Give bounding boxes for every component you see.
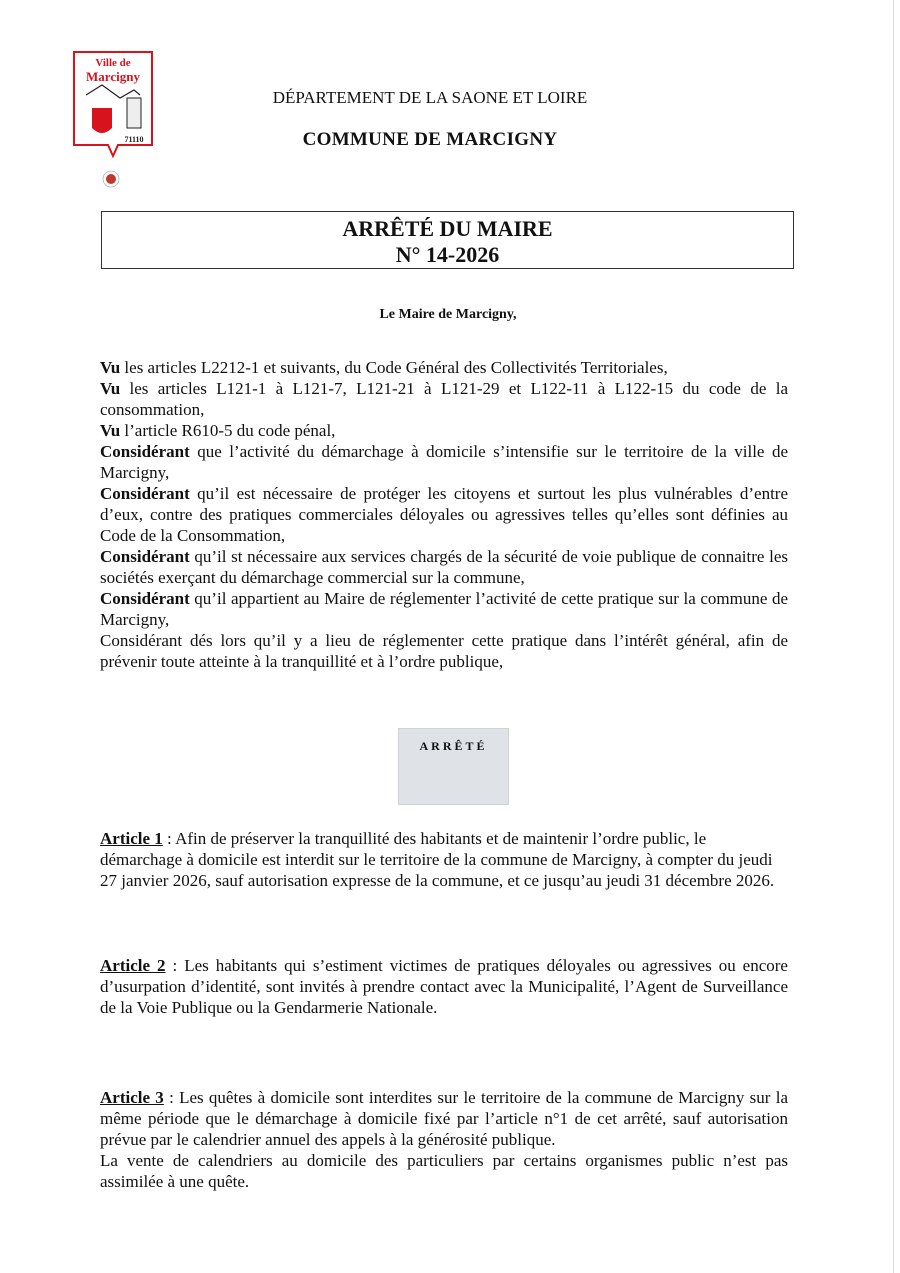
decree-title-box <box>101 211 794 269</box>
preamble-text: que l’activité du démarchage à domicile s’intensifie sur le territoire de la ville de Marcigny, <box>100 442 788 482</box>
preamble-keyword: Considérant <box>100 547 190 566</box>
article-label: Article 1 <box>100 829 163 848</box>
decree-title: ARRÊTÉ DU MAIRE <box>342 216 553 241</box>
article-text: : Les quêtes à domicile sont interdites sur le territoire de la commune de Marcigny sur la même période que le démarchage à domicile fixé par l’article n°1 de cet arrêté, sauf autorisation prévue par le calendrier annuel des appels à la générosité publique. <box>100 1088 788 1149</box>
arrete-heading: ARRÊTÉ <box>398 728 509 805</box>
preamble-text: qu’il appartient au Maire de réglementer l’activité de cette pratique sur la commune de Marcigny, <box>100 589 788 629</box>
commune-heading: COMMUNE DE MARCIGNY <box>302 129 558 150</box>
article-label: Article 2 <box>100 956 166 975</box>
preamble-item <box>100 630 788 672</box>
department-heading: DÉPARTEMENT DE LA SAONE ET LOIRE <box>272 88 588 107</box>
preamble-item <box>100 357 788 378</box>
article-label: Article 3 <box>100 1088 164 1107</box>
preamble-keyword: Considérant <box>100 442 190 461</box>
preamble <box>100 357 788 672</box>
article-3 <box>100 1087 788 1192</box>
marcigny-coat-of-arms-logo <box>72 50 154 162</box>
decree-number: N° 14-2026 <box>395 242 500 267</box>
preamble-item <box>100 441 788 483</box>
article-extra-text: La vente de calendriers au domicile des particuliers par certains organismes public n’est pas assimilée à une quête. <box>100 1151 788 1191</box>
preamble-text: l’article R610-5 du code pénal, <box>120 421 336 440</box>
intro-line: Le Maire de Marcigny, <box>379 307 517 322</box>
preamble-keyword: Vu <box>100 379 121 398</box>
preamble-keyword: Vu <box>100 358 121 377</box>
page-edge <box>893 0 894 1273</box>
preamble-text: les articles L2212-1 et suivants, du Code Général des Collectivités Territoriales, <box>120 358 668 377</box>
logo-text-ville: Ville de <box>95 57 131 69</box>
preamble-item <box>100 483 788 546</box>
seal-icon <box>102 170 120 188</box>
preamble-item <box>100 588 788 630</box>
article-1 <box>100 828 788 891</box>
preamble-keyword: Considérant <box>100 589 190 608</box>
preamble-item <box>100 420 788 441</box>
preamble-keyword: Considérant <box>100 484 190 503</box>
logo-text-marcigny: Marcigny <box>86 69 140 84</box>
preamble-text: qu’il est nécessaire de protéger les citoyens et surtout les plus vulnérables d’entre d’eux, contre des pratiques commerciales déloyales ou agressives telles qu’elles sont définies au Code de la Consommation, <box>100 484 788 545</box>
article-text: : Afin de préserver la tranquillité des habitants et de maintenir l’ordre public, le démarchage à domicile est interdit sur le territoire de la commune de Marcigny, à compter du jeudi 27 janvier 2026, sauf autorisation expresse de la commune, et ce jusqu’au jeudi 31 décembre 2026. <box>100 829 775 890</box>
preamble-keyword: Vu <box>100 421 121 440</box>
article-2 <box>100 955 788 1018</box>
logo-postcode: 71110 <box>124 135 144 144</box>
preamble-item <box>100 546 788 588</box>
article-text: : Les habitants qui s’estiment victimes de pratiques déloyales ou agressives ou encore d’usurpation d’identité, sont invités à prendre contact avec la Municipalité, l’Agent de Surveillance de la Voie Publique ou la Gendarmerie Nationale. <box>100 956 788 1017</box>
preamble-item <box>100 378 788 420</box>
preamble-text: Considérant dés lors qu’il y a lieu de réglementer cette pratique dans l’intérêt général, afin de prévenir toute atteinte à la tranquillité et à l’ordre publique, <box>100 631 788 671</box>
preamble-text: les articles L121-1 à L121-7, L121-21 à L121-29 et L122-11 à L122-15 du code de la consommation, <box>100 379 788 419</box>
preamble-text: qu’il st nécessaire aux services chargés de la sécurité de voie publique de connaitre les sociétés exerçant du démarchage commercial sur la commune, <box>100 547 788 587</box>
